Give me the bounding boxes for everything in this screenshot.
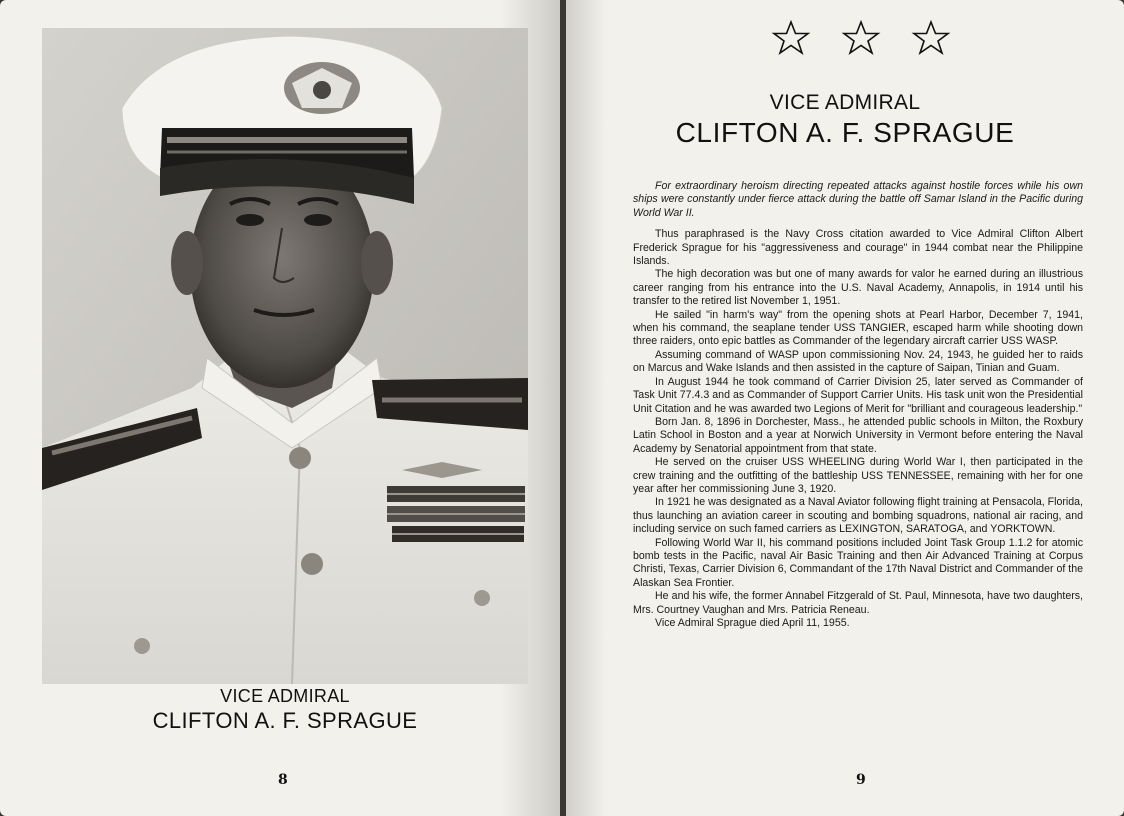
- photo-caption-rank: VICE ADMIRAL: [220, 686, 350, 706]
- article-title-rank: VICE ADMIRAL: [769, 91, 921, 114]
- body-paragraph: Following World War II, his command positions included Joint Task Group 1.1.2 for atomic bomb tests in the Pacific, naval Air Basic Training and then Air Advanced Training at Corpus Christi, Texas, Carrier Division 6, Commandant of the 17th Naval District and Commander of the Alaskan Sea Frontier.: [633, 536, 1083, 589]
- page-number-right: 9: [856, 772, 866, 788]
- admiral-portrait-photo: [42, 28, 528, 684]
- page-number-left: 8: [278, 772, 288, 788]
- article-title-name: CLIFTON A. F. SPRAGUE: [675, 117, 1015, 148]
- body-paragraph: He sailed "in harm's way" from the opening shots at Pearl Harbor, December 7, 1941, when his command, the seaplane tender USS TANGIER, escaped harm while shooting down three raiders, onto epic battles as Commander of the legendary aircraft carrier USS WASP.: [633, 308, 1083, 348]
- body-paragraph: The high decoration was but one of many awards for valor he earned during an illustrious career ranging from his entrance into the U.S. Naval Academy, Annapolis, in 1914 until his transfer to the retired list November 1, 1951.: [633, 268, 1083, 308]
- three-stars-icon: [771, 20, 951, 56]
- star-icon: [844, 22, 878, 53]
- body-paragraph: Thus paraphrased is the Navy Cross citation awarded to Vice Admiral Clifton Albert Frederick Sprague for his "aggressiveness and courage" in 1944 combat near the Philippine Islands.: [633, 228, 1083, 268]
- body-paragraph: Vice Admiral Sprague died April 11, 1955.: [655, 617, 850, 629]
- right-page: [566, 0, 1124, 816]
- photo-caption-name: CLIFTON A. F. SPRAGUE: [152, 708, 418, 733]
- left-page: [0, 0, 560, 816]
- citation-paragraph: For extraordinary heroism directing repeated attacks against hostile forces while his own ships were constantly under fierce attack during the battle off Samar Island in the Pacific during World War II.: [633, 180, 1083, 219]
- body-paragraph: Born Jan. 8, 1896 in Dorchester, Mass., he attended public schools in Milton, the Roxbury Latin School in Boston and a year at Norwich University in Vermont before entering the Naval Academy by Senatorial appointment from that state.: [633, 415, 1083, 455]
- body-paragraph: He and his wife, the former Annabel Fitzgerald of St. Paul, Minnesota, have two daughters, Mrs. Courtney Vaughan and Mrs. Patricia Reneau.: [633, 590, 1083, 616]
- biography-text: [633, 180, 1083, 630]
- body-paragraph: He served on the cruiser USS WHEELING during World War I, then participated in the crew training and the outfitting of the battleship USS TENNESSEE, remaining with her for one year after her commissioning June 3, 1920.: [633, 456, 1083, 495]
- star-icon: [914, 22, 948, 53]
- body-paragraph: In August 1944 he took command of Carrier Division 25, later served as Commander of Task Unit 77.4.3 and as Commander of Support Carrier Units. His task unit won the Presidential Unit Citation and he was awarded two Legions of Merit for "brilliant and courageous leadership.": [633, 375, 1083, 415]
- body-paragraph: Assuming command of WASP upon commissioning Nov. 24, 1943, he guided her to raids on Marcus and Wake Islands and then assisted in the capture of Saipan, Tinian and Guam.: [633, 348, 1083, 375]
- star-icon: [774, 22, 808, 53]
- body-paragraph: In 1921 he was designated as a Naval Aviator following flight training at Pensacola, Florida, thus launching an aviation career in scouting and bombing squadrons, national air racing, and including service on such famed carriers as LEXINGTON, SARATOGA, and YORKTOWN.: [633, 496, 1083, 536]
